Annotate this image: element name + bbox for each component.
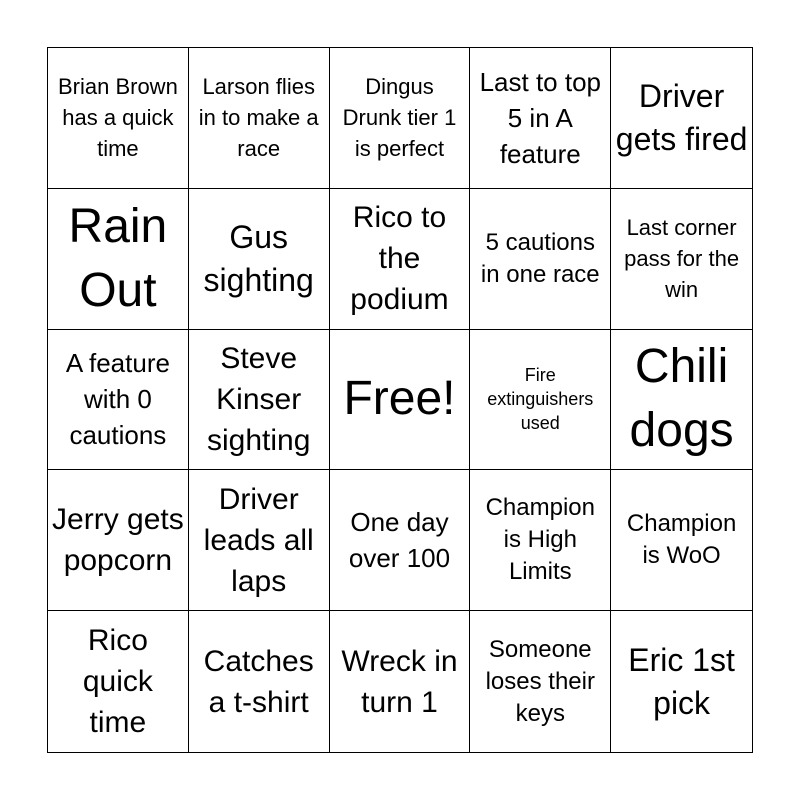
cell-label: Rico to the podium: [350, 201, 449, 317]
cell-label: One day over 100: [348, 507, 451, 574]
cell-label: Brian Brown has a quick time: [57, 74, 178, 162]
cell-label: Champion is WoO: [626, 510, 737, 570]
bingo-cell[interactable]: [48, 611, 189, 752]
bingo-cell[interactable]: [330, 470, 471, 611]
cell-label: Fire extinguishers used: [487, 365, 594, 434]
cell-label: Last corner pass for the win: [624, 215, 740, 303]
cell-label: Rain Out: [68, 199, 168, 317]
cell-label: Driver gets fired: [615, 77, 748, 157]
bingo-cell[interactable]: [611, 470, 752, 611]
bingo-cell[interactable]: [611, 330, 752, 471]
cell-label: Champion is High Limits: [485, 494, 595, 586]
cell-label: Jerry gets popcorn: [52, 503, 184, 578]
cell-label: Larson flies in to make a race: [198, 74, 319, 162]
bingo-cell[interactable]: [470, 189, 611, 330]
cell-label: Dingus Drunk tier 1 is perfect: [342, 74, 457, 162]
bingo-cell[interactable]: [189, 189, 330, 330]
bingo-cell[interactable]: [189, 48, 330, 189]
bingo-cell[interactable]: [330, 189, 471, 330]
cell-label: Steve Kinser sighting: [206, 341, 311, 457]
cell-label: Driver leads all laps: [203, 482, 314, 598]
cell-label: Eric 1st pick: [628, 641, 735, 721]
bingo-cell[interactable]: [189, 611, 330, 752]
cell-label: Catches a t-shirt: [203, 644, 314, 719]
bingo-cell[interactable]: [470, 330, 611, 471]
cell-label: 5 cautions in one race: [480, 228, 600, 288]
bingo-cell[interactable]: [189, 470, 330, 611]
bingo-cell[interactable]: [48, 189, 189, 330]
bingo-cell[interactable]: [48, 48, 189, 189]
bingo-cell[interactable]: [611, 48, 752, 189]
cell-label: Rico quick time: [82, 624, 153, 740]
bingo-cell[interactable]: [330, 48, 471, 189]
bingo-cell[interactable]: [470, 611, 611, 752]
cell-label: Gus sighting: [203, 218, 314, 298]
cell-label: A feature with 0 cautions: [65, 348, 170, 451]
bingo-cell[interactable]: [470, 470, 611, 611]
bingo-cell[interactable]: [611, 189, 752, 330]
bingo-cell[interactable]: [189, 330, 330, 471]
bingo-cell[interactable]: [48, 330, 189, 471]
bingo-cell[interactable]: [611, 611, 752, 752]
bingo-board: [47, 47, 753, 753]
bingo-cell[interactable]: [470, 48, 611, 189]
free-space[interactable]: [330, 330, 471, 471]
cell-label: Last to top 5 in A feature: [479, 66, 601, 169]
bingo-cell[interactable]: [48, 470, 189, 611]
cell-label: Someone loses their keys: [485, 635, 595, 727]
cell-label: Wreck in turn 1: [341, 644, 458, 719]
cell-label: Chili dogs: [629, 340, 734, 458]
cell-label: Free!: [343, 372, 456, 426]
bingo-cell[interactable]: [330, 611, 471, 752]
